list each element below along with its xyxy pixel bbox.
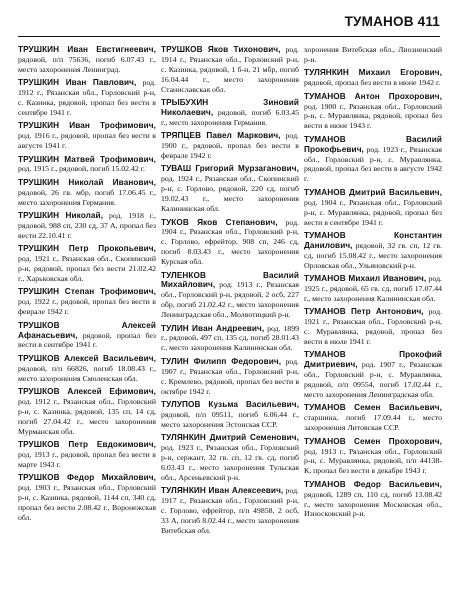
entry-text: хоронения Витебская обл., Лиозненский р-н. xyxy=(304,45,442,64)
list-item xyxy=(18,287,156,317)
entry-text: род. 1923 г., Рязанская обл., Горловский р-н, сержант, 32 гв. сп, 12 гв. сд, погиб 6.03.43 г., место захоронения Тульская обл., Арсеньевский р-н. xyxy=(161,443,299,482)
entry-name: ТРУШКОВ Петр Евдокимович, xyxy=(18,440,156,450)
entry-name: ТРУШКОВ Алексей Васильевич, xyxy=(18,353,156,363)
entry-name: ТУЛИН Иван Андреевич, xyxy=(161,323,265,333)
entry-name: ТУКОВ Яков Степанович, xyxy=(161,217,278,227)
page-number: 411 xyxy=(417,14,440,29)
entry-text: род. 1923 г., Рязанская обл., Горловский р-н, с. Муравлянка, рядовой, пропал без вести в августе 1942 г. xyxy=(304,144,442,184)
list-item xyxy=(304,45,442,65)
entry-name: ТРУШКОВ Алексей Ефимович, xyxy=(18,387,156,397)
list-item xyxy=(304,92,442,132)
list-item xyxy=(304,188,442,228)
entry-name: ТРУШКИН Степан Трофимович, xyxy=(18,287,156,297)
entry-text: род. 1917 г., Рязанская обл., Горловский р-н, с. Горлово, ефрейтор, п/п 49858, 2 осб, 33 А, погиб 8.02.44 г., место захоронения Витебская обл. xyxy=(161,486,299,535)
entry-text: род. 1921 г., Рязанская обл., Горловский р-н, с. Муравлянка, рядовой, пропал без вести в июле 1941 г. xyxy=(304,307,442,346)
list-item xyxy=(304,437,442,477)
list-item xyxy=(18,440,156,470)
list-item xyxy=(161,357,299,397)
entry-text: род. 1899 г., рядовой, 497 сп, 135 сд, погиб 28.01.43 г., место захоронения Калининская обл. xyxy=(161,323,299,353)
list-item xyxy=(161,433,299,483)
entry-name: ТУЛЯНКИН Дмитрий Семенович, xyxy=(161,433,299,443)
entry-text: рядовой, 1289 сп, 110 сд, погиб 13.08.42 г., место захоронения Московская обл., Износковский р-н. xyxy=(304,489,442,519)
entry-text: рядовой, п/п 66826, погиб 18.08.43 г., место захоронения Смоленская обл. xyxy=(18,363,156,383)
list-item xyxy=(18,244,156,284)
entry-text: род. 1918 г., рядовой, 988 сп, 230 сд, 37 А, пропал без вести 22.10.41 г. xyxy=(18,211,156,240)
entry-text: род. 1903 г., Рязанская обл., Горловский р-н, с. Казинка, рядовой, 1144 сп, 340 сд, пропал без вести 2.08.42 г., Воронежская обл. xyxy=(18,483,156,522)
entry-text: рядовой, п/п 09511, погиб 6.06.44 г., место захоронения Эстонская ССР. xyxy=(161,409,299,429)
entry-name: ТУМАНОВ Петр Антонович, xyxy=(304,307,424,317)
list-item xyxy=(304,274,442,304)
entry-text: род. 1912 г., Рязанская обл., Горловский р-н, с. Казинка, рядовой, пропал без вести в сентябре 1941 г. xyxy=(18,78,156,117)
entry-text: рядовой, пропал без вести в июне 1942 г. xyxy=(304,78,441,88)
entry-text: рядовой, п/п 75636, погиб 6.07.43 г., место захоронения Ленинград. xyxy=(18,54,156,74)
list-item xyxy=(18,211,156,241)
entry-text: рядовой, погиб 6.03.45 г., место захоронения Германия. xyxy=(161,107,299,127)
list-item xyxy=(161,271,299,321)
entry-name: ТУМАНОВ Василий Прокофьевич, xyxy=(304,134,442,154)
entry-name: ТРУШКОВ Алексей Афанасьевич, xyxy=(18,320,156,340)
entry-name: ТРЫБУХИН Зиновий Николаевич, xyxy=(161,98,299,117)
entry-name: ТРУШКИН Николай Иванович, xyxy=(18,177,156,187)
entry-text: род. 1913 г., рядовой, пропал без вести в марте 1943 г. xyxy=(18,450,156,469)
entry-name: ТУМАНОВ Михаил Иванович, xyxy=(304,274,427,284)
entry-name: ТУЛЯНКИН Иван Алексеевич, xyxy=(161,486,284,496)
entry-text: род. 1900 г., Рязанская обл., Горловский р-н, с. Муравлянка, рядовой, пропал без вести в июне 1943 г. xyxy=(304,101,442,131)
list-item xyxy=(18,178,156,208)
entry-name: ТУМАНОВ Семен Прохорович, xyxy=(304,436,442,446)
list-item xyxy=(161,45,299,95)
entry-name: ТРУШКИН Иван Павлович, xyxy=(18,78,137,88)
entry-columns xyxy=(18,45,442,585)
list-item xyxy=(161,324,299,354)
entry-text: род. 1925 г., рядовой, 65 гв. сд, погиб 17.07.44 г., место захоронения Калининская обл. xyxy=(304,274,442,303)
entry-name: ТУМАНОВ Прокофий Дмитриевич, xyxy=(304,350,442,370)
header-rule xyxy=(18,36,440,37)
list-item xyxy=(304,135,442,185)
entry-name: ТУМАНОВ Федор Васильевич, xyxy=(304,479,442,489)
list-item xyxy=(304,231,442,271)
header-surname: ТУМАНОВ xyxy=(344,14,414,29)
list-item xyxy=(161,131,299,161)
entry-name: ТУЛЯНКИН Михаил Егорович, xyxy=(304,68,442,78)
list-item xyxy=(304,480,442,520)
entry-name: ТРУШКОВ Яков Тихонович, xyxy=(161,45,281,54)
entry-text: род. 1915 г., рядовой, погиб 15.02.42 г. xyxy=(18,164,145,174)
running-header xyxy=(345,14,440,29)
list-item xyxy=(161,218,299,268)
entry-text: род. 1914 г., Рязанская обл., Горловский р-н, с. Казинка, рядовой, 1 б-н, 21 мбр, погиб 16.04.44 г., место захоронения Станиславская обл. xyxy=(161,45,299,94)
entry-name: ТРУШКОВ Федор Михайлович, xyxy=(18,473,156,483)
list-item xyxy=(18,155,156,175)
entry-name: ТУМАНОВ Антон Прохорович, xyxy=(304,91,442,101)
entry-name: ТРУШКИН Иван Трофимович, xyxy=(18,121,156,131)
entry-text: род. 1912 г., Рязанская обл., Горловский р-н, с. Казинка, рядовой, 135 сп, 14 сд, погиб 27.04.42 г., место захоронения Мурманская обл. xyxy=(18,397,156,436)
entry-text: род. 1913 г., Рязанская обл., Горловский р-н, рядовой, 2 осб, 227 обр, погиб 21.02.42 г., место захоронения Ленинградская обл., Молвотицкий р-н. xyxy=(161,280,299,320)
entry-text: старшина, погиб 17.09.44 г., место захоронения Литовская ССР. xyxy=(304,413,442,433)
list-item xyxy=(18,354,156,384)
column-right xyxy=(304,45,442,585)
entry-name: ТРЯПЦЕВ Павел Маркович, xyxy=(161,131,281,141)
entry-name: ТУМАНОВ Дмитрий Васильевич, xyxy=(304,187,442,197)
entry-text: рядовой, пропал без вести в сентябре 1941 г. xyxy=(18,330,156,350)
list-item xyxy=(18,45,156,75)
entry-name: ТРУШКИН Матвей Трофимович, xyxy=(18,154,156,164)
list-item xyxy=(304,350,442,400)
entry-text: род. 1913 г., Рязанская обл., Горловский р-н, с. Муравлянка, рядовой, п/п 44138-К, пропал без вести в декабре 1943 г. xyxy=(304,446,442,476)
entry-text: род. 1907 г., Рязанская обл., Горловский р-н, с. Муравлянка, рядовой, п/п 09554, погиб 17.02.44 г., место захоронения Ленинградская обл. xyxy=(304,360,442,399)
entry-text: род. 1904 г., Рязанская обл., Горловский р-н, с. Горлово, ефрейтор, 908 сп, 246 сд, погиб 8.03.43 г., место захоронения Курская обл. xyxy=(161,217,299,267)
entry-name: ТУЛИН Филипп Федорович, xyxy=(161,356,282,366)
entry-text: рядовой, 26 гв. мбр, погиб 17.06.45 г., место захоронения Германия. xyxy=(18,187,156,207)
entry-text: род. 1904 г., Рязанская обл., Горловский р-н, с. Муравлянка, рядовой, пропал без вести в сентябре 1941 г. xyxy=(304,197,442,227)
entry-text: род. 1916 г., рядовой, пропал без вести в августе 1941 г. xyxy=(18,131,156,151)
entry-name: ТУЛУПОВ Кузьма Васильевич, xyxy=(161,399,299,409)
entry-text: род. 1922 г., рядовой, пропал без вести в феврале 1942 г. xyxy=(18,297,156,317)
entry-name: ТРУШКИН Петр Прокопьевич, xyxy=(18,244,156,254)
list-item xyxy=(18,78,156,118)
entry-name: ТРУШКИН Иван Евстигнеевич, xyxy=(18,45,156,54)
list-item xyxy=(304,68,442,88)
entry-text: род. 1924 г., Рязанская обл., Скопинский р-н, с. Горлово, рядовой, 220 сд, погиб 19.02.43 г., место захоронения Калининская обл. xyxy=(161,174,299,214)
entry-text: род. 1900 г., рядовой, пропал без вести в феврале 1942 г. xyxy=(161,131,299,161)
list-item xyxy=(161,400,299,430)
list-item xyxy=(18,473,156,523)
list-item xyxy=(304,403,442,433)
list-item xyxy=(18,321,156,351)
list-item xyxy=(161,486,299,536)
list-item xyxy=(161,164,299,214)
entry-name: ТУВАШ Григорий Мурзаганович, xyxy=(161,164,299,174)
list-item xyxy=(161,98,299,128)
entry-name: ТУМАНОВ Константин Данилович, xyxy=(304,230,442,250)
entry-name: ТУМАНОВ Семен Васильевич, xyxy=(304,403,442,413)
list-item xyxy=(18,121,156,151)
entry-text: род. 1907 г., Рязанская обл., Горловский р-н, с. Кремлево, рядовой, пропал без вести в октябре 1942 г. xyxy=(161,356,299,396)
entry-text: рядовой, 32 гв. сп, 12 гв. сд, погиб 15.08.42 г., место захоронения Орловская обл., Ульяновский р-н. xyxy=(304,240,442,270)
entry-text: род. 1921 г., Рязанская обл., Скопинский р-н, рядовой, пропал без вести 21.02.42 г., Харьковская обл. xyxy=(18,254,156,284)
list-item xyxy=(18,387,156,437)
list-item xyxy=(304,307,442,347)
column-middle xyxy=(161,45,299,585)
entry-name: ТРУШКИН Николай, xyxy=(18,211,104,221)
column-left xyxy=(18,45,156,585)
entry-name: ТУЛЕНКОВ Василий Михайлович, xyxy=(161,270,299,290)
